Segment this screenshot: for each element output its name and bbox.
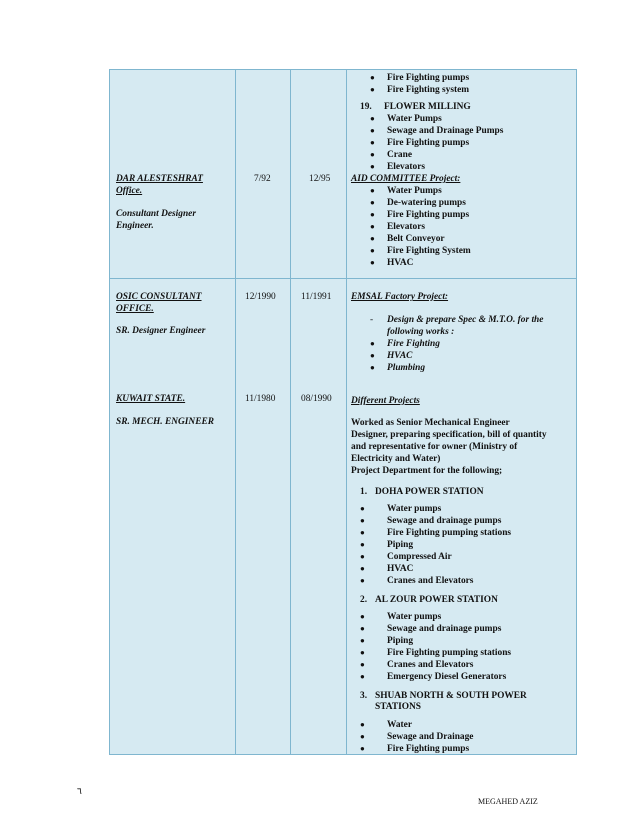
bullet-icon: ● bbox=[370, 339, 375, 348]
list-item: Sewage and Drainage bbox=[387, 732, 474, 742]
bullet-icon: ● bbox=[370, 234, 375, 243]
bullet-icon: ● bbox=[370, 246, 375, 255]
list-item: HVAC bbox=[387, 564, 414, 574]
section-title-cont: STATIONS bbox=[375, 702, 422, 712]
bullet-icon: ● bbox=[360, 720, 365, 729]
section-title: AL ZOUR POWER STATION bbox=[375, 595, 498, 605]
date-to: 08/1990 bbox=[301, 394, 332, 404]
job-role: SR. Designer Engineer bbox=[116, 326, 206, 336]
company-name-cont: Office. bbox=[116, 186, 143, 196]
paragraph-line: Project Department for the following; bbox=[351, 466, 503, 476]
section-title: DOHA POWER STATION bbox=[375, 487, 484, 497]
company-name-cont: OFFICE. bbox=[116, 304, 154, 314]
list-item: Fire Fighting pumps bbox=[387, 744, 470, 754]
bullet-icon: ● bbox=[360, 624, 365, 633]
bullet-icon: ● bbox=[360, 516, 365, 525]
row-divider bbox=[110, 278, 576, 279]
company-name: DAR ALESTESHRAT bbox=[116, 174, 203, 184]
list-item: Belt Conveyor bbox=[387, 234, 445, 244]
date-from: 11/1980 bbox=[245, 394, 276, 404]
section-number: 3. bbox=[360, 691, 368, 701]
list-item: Water bbox=[387, 720, 412, 730]
project-title: Different Projects bbox=[351, 396, 420, 406]
bullet-icon: ● bbox=[360, 648, 365, 657]
bullet-icon: ● bbox=[360, 660, 365, 669]
list-item: Piping bbox=[387, 636, 414, 646]
bullet-icon: ● bbox=[370, 363, 375, 372]
paragraph-line: Electricity and Water) bbox=[351, 454, 441, 464]
bullet-icon: ● bbox=[370, 126, 375, 135]
column-divider bbox=[346, 70, 347, 754]
section-number: 2. bbox=[360, 595, 368, 605]
list-item: Water Pumps bbox=[387, 114, 442, 124]
paragraph-line: and representative for owner (Ministry of bbox=[351, 442, 518, 452]
task-description-cont: following works : bbox=[387, 327, 455, 337]
bullet-icon: ● bbox=[360, 672, 365, 681]
page-number: ٦ bbox=[77, 786, 82, 796]
bullet-icon: ● bbox=[360, 612, 365, 621]
job-role-cont: Engineer. bbox=[116, 221, 154, 231]
bullet-icon: ● bbox=[370, 85, 375, 94]
bullet-icon: ● bbox=[360, 744, 365, 753]
paragraph-line: Worked as Senior Mechanical Engineer bbox=[351, 418, 510, 428]
section-number: 19. bbox=[360, 102, 372, 112]
list-item: HVAC bbox=[387, 258, 414, 268]
dash-marker: - bbox=[370, 315, 374, 325]
list-item: Sewage and drainage pumps bbox=[387, 624, 502, 634]
paragraph-line: Designer, preparing specification, bill of quantity bbox=[351, 430, 547, 440]
project-title: EMSAL Factory Project: bbox=[351, 292, 449, 302]
list-item: Water pumps bbox=[387, 504, 442, 514]
list-item: Fire Fighting system bbox=[387, 85, 470, 95]
bullet-icon: ● bbox=[370, 138, 375, 147]
list-item: Water Pumps bbox=[387, 186, 442, 196]
bullet-icon: ● bbox=[360, 552, 365, 561]
company-name: OSIC CONSULTANT bbox=[116, 292, 202, 302]
list-item: Fire Fighting pumping stations bbox=[387, 528, 512, 538]
bullet-icon: ● bbox=[370, 351, 375, 360]
date-to: 12/95 bbox=[309, 174, 331, 184]
bullet-icon: ● bbox=[370, 73, 375, 82]
list-item: HVAC bbox=[387, 351, 413, 361]
list-item: Elevators bbox=[387, 222, 426, 232]
list-item: Fire Fighting pumps bbox=[387, 138, 470, 148]
project-title: AID COMMITTEE Project: bbox=[351, 174, 461, 184]
footer-author: MEGAHED AZIZ bbox=[478, 797, 538, 806]
bullet-icon: ● bbox=[360, 504, 365, 513]
date-from: 7/92 bbox=[254, 174, 271, 184]
bullet-icon: ● bbox=[370, 222, 375, 231]
column-divider bbox=[290, 70, 291, 754]
list-item: Plumbing bbox=[387, 363, 426, 373]
bullet-icon: ● bbox=[360, 528, 365, 537]
list-item: Fire Fighting bbox=[387, 339, 440, 349]
job-role: Consultant Designer bbox=[116, 209, 196, 219]
list-item: Cranes and Elevators bbox=[387, 660, 474, 670]
bullet-icon: ● bbox=[360, 540, 365, 549]
list-item: Water pumps bbox=[387, 612, 442, 622]
list-item: Fire Fighting pumps bbox=[387, 210, 470, 220]
list-item: Cranes and Elevators bbox=[387, 576, 474, 586]
date-from: 12/1990 bbox=[245, 292, 276, 302]
list-item: Piping bbox=[387, 540, 414, 550]
bullet-icon: ● bbox=[360, 732, 365, 741]
list-item: Crane bbox=[387, 150, 412, 160]
list-item: Sewage and Drainage Pumps bbox=[387, 126, 504, 136]
section-number: 1. bbox=[360, 487, 368, 497]
bullet-icon: ● bbox=[370, 186, 375, 195]
list-item: Compressed Air bbox=[387, 552, 452, 562]
bullet-icon: ● bbox=[360, 576, 365, 585]
list-item: De-watering pumps bbox=[387, 198, 466, 208]
bullet-icon: ● bbox=[360, 564, 365, 573]
bullet-icon: ● bbox=[370, 114, 375, 123]
task-description: Design & prepare Spec & M.T.O. for the bbox=[387, 315, 544, 325]
list-item: Elevators bbox=[387, 162, 426, 172]
section-title: SHUAB NORTH & SOUTH POWER bbox=[375, 691, 527, 701]
bullet-icon: ● bbox=[360, 636, 365, 645]
list-item: Fire Fighting pumping stations bbox=[387, 648, 512, 658]
company-name: KUWAIT STATE. bbox=[116, 394, 186, 404]
job-role: SR. MECH. ENGINEER bbox=[116, 417, 214, 427]
bullet-icon: ● bbox=[370, 198, 375, 207]
list-item: Emergency Diesel Generators bbox=[387, 672, 507, 682]
list-item: Sewage and drainage pumps bbox=[387, 516, 502, 526]
section-title: FLOWER MILLING bbox=[384, 102, 471, 112]
column-divider bbox=[235, 70, 236, 754]
bullet-icon: ● bbox=[370, 150, 375, 159]
date-to: 11/1991 bbox=[301, 292, 332, 302]
bullet-icon: ● bbox=[370, 162, 375, 171]
list-item: Fire Fighting pumps bbox=[387, 73, 470, 83]
list-item: Fire Fighting System bbox=[387, 246, 471, 256]
bullet-icon: ● bbox=[370, 258, 375, 267]
bullet-icon: ● bbox=[370, 210, 375, 219]
